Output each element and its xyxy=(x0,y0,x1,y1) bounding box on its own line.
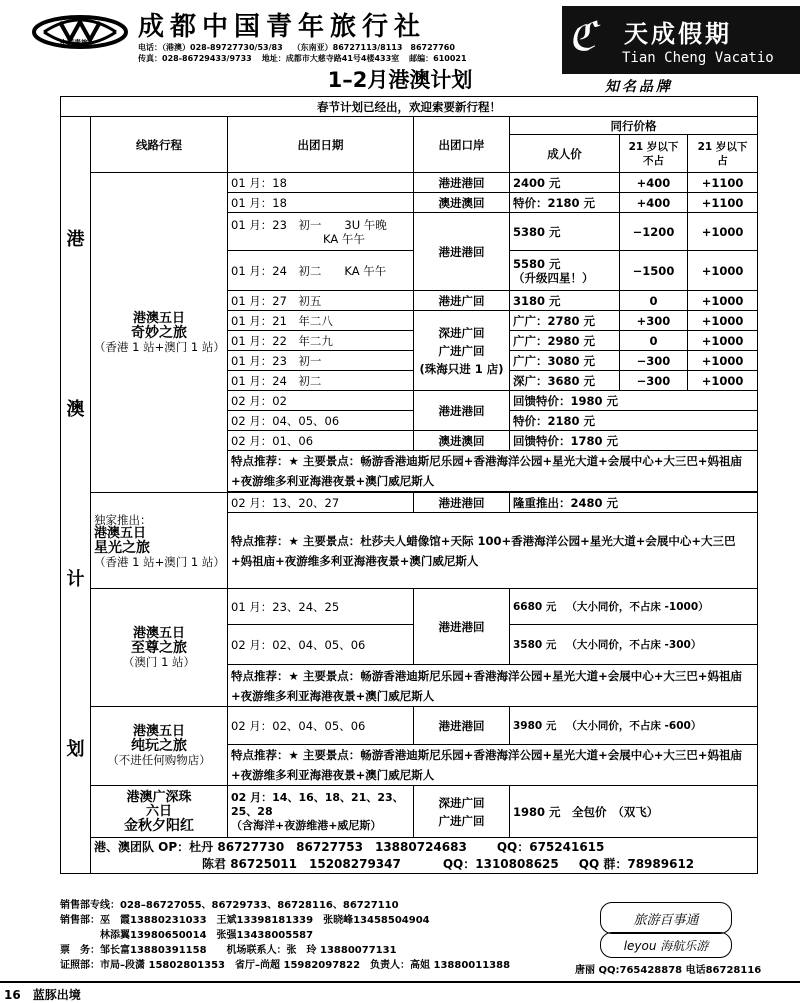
price-note: （大小同价，不占床 -600） xyxy=(566,719,702,732)
op-phones: 86727730 86727753 13880724683 xyxy=(217,839,467,854)
date-cell: 01 月：23 初一 xyxy=(228,351,414,371)
leyou-badge: leyou 海航乐游 xyxy=(600,932,732,958)
child-nobed-cell: −300 xyxy=(620,351,688,371)
date-cell: 01 月：21 年二八 xyxy=(228,311,414,331)
features-cell: 特点推荐：★ 主要景点：畅游香港迪斯尼乐园+香港海洋公园+星光大道+会展中心+大三巴+妈祖庙+夜游维多利亚海港夜景+澳门威尼斯人 xyxy=(228,665,758,707)
brand-tagline: 知名品牌 xyxy=(605,79,673,95)
port-cell: 港进广回 xyxy=(414,291,510,311)
footer-divider xyxy=(0,981,800,983)
brand-cn: 天成假期 xyxy=(624,20,732,48)
baishitong-badge: 旅游百事通 xyxy=(600,902,732,934)
route-title: 奇妙之旅 xyxy=(131,324,187,341)
op-contact xyxy=(91,838,758,874)
contact-fax: 传真：028-86729433/9733 xyxy=(138,54,252,63)
route-cell xyxy=(91,493,228,589)
page-title: 1–2月港澳计划 xyxy=(327,68,473,92)
features-cell: 特点推荐：★ 主要景点：畅游香港迪斯尼乐园+香港海洋公园+星光大道+会展中心+大三巴+妈祖庙+夜游维多利亚海港夜景+澳门威尼斯人 xyxy=(228,451,758,492)
price-cell: 深广：3680 元 xyxy=(510,371,620,391)
price-value: 6680 元 xyxy=(513,600,557,613)
price-value: 3980 元 xyxy=(513,719,557,732)
date-cell: 01 月：23 初一 3U 午晚 KA 午午 xyxy=(228,213,414,251)
port-cell: 深进广回 广进广回 (珠海只进 1 店) xyxy=(414,311,510,391)
child-bed-cell: +1000 xyxy=(688,351,758,371)
child-bed-cell: +1100 xyxy=(688,193,758,213)
date-cell: 01 月：18 xyxy=(228,193,414,213)
sales-hotline: 销售部专线：028–86727055、86729733、86728116、86727110 xyxy=(60,900,399,911)
side-char: 计 xyxy=(66,569,85,590)
route-cell xyxy=(91,589,228,707)
port-cell: 深进广回 广进广回 xyxy=(414,786,510,838)
price-cell: 1980 元 全包价 （双飞） xyxy=(510,786,758,838)
sales-contacts xyxy=(60,898,510,973)
port-cell: 澳进澳回 xyxy=(414,193,510,213)
date-cell: 02 月：01、06 xyxy=(228,431,414,451)
price-cell xyxy=(510,625,758,665)
price-cell: 回馈特价：1780 元 xyxy=(510,431,758,451)
ticketing: 票 务：邹长富13880391158 机场联系人：张 玲 13880077131 xyxy=(60,945,397,956)
page-number: 16 蓝豚出境 xyxy=(4,988,81,1002)
tc-logo-icon: ℭ xyxy=(568,14,597,60)
price-cell: 特价：2180 元 xyxy=(510,193,620,213)
agency-name: 成都中国青年旅行社 xyxy=(138,12,427,42)
route-name: 港澳五日 xyxy=(94,525,147,541)
header-peer-price: 同行价格 xyxy=(510,117,758,135)
extra-contact: 唐丽 QQ:765428878 电话86728116 xyxy=(575,965,762,976)
op-qq: QQ：675241615 xyxy=(496,839,605,854)
child-nobed-cell: +400 xyxy=(620,173,688,193)
route-cell xyxy=(91,707,228,786)
op-qq2: QQ：1310808625 xyxy=(442,856,559,871)
side-label xyxy=(61,117,91,874)
route-title: 至尊之旅 xyxy=(131,639,187,656)
price-cell: 隆重推出：2480 元 xyxy=(510,493,758,513)
price-cell: 广广：3080 元 xyxy=(510,351,620,371)
date-cell: 01 月：22 年二九 xyxy=(228,331,414,351)
op-name2: 陈君 xyxy=(202,856,227,871)
route-note: （澳门 1 站） xyxy=(122,654,196,669)
header-child-bed: 21 岁以下 占 xyxy=(688,135,758,173)
header-date: 出团日期 xyxy=(228,117,414,173)
price-value: 3580 元 xyxy=(513,638,557,651)
contact-phone: 电话：（港澳）028-89727730/53/83 xyxy=(138,43,283,52)
child-nobed-cell: −1500 xyxy=(620,251,688,291)
date-cell: 01 月：24 初二 xyxy=(228,371,414,391)
date-cell: 02 月：02、04、05、06 xyxy=(228,707,414,745)
child-bed-cell: +1000 xyxy=(688,291,758,311)
price-cell: 回馈特价：1980 元 xyxy=(510,391,758,411)
date-cell: 01 月：27 初五 xyxy=(228,291,414,311)
contact-post: 邮编：610021 xyxy=(409,54,467,63)
child-nobed-cell: +300 xyxy=(620,311,688,331)
price-note: （大小同价，不占床 -300） xyxy=(566,638,702,651)
port-cell: 港进港回 xyxy=(414,707,510,745)
price-cell: 5380 元 xyxy=(510,213,620,251)
sales-team-2: 林添翼13980650014 张强13438005587 xyxy=(60,930,314,941)
sales-team: 销售部：巫 霞13880231033 王斌13398181339 张晓峰13458504904 xyxy=(60,915,430,926)
side-char: 澳 xyxy=(66,399,85,420)
date-cell: 02 月：02、04、05、06 xyxy=(228,625,414,665)
price-cell: 5580 元 （升级四星！） xyxy=(510,251,620,291)
child-nobed-cell: 0 xyxy=(620,331,688,351)
child-bed-cell: +1000 xyxy=(688,331,758,351)
header-adult: 成人价 xyxy=(510,135,620,173)
date-cell: 02 月：02 xyxy=(228,391,414,411)
exclusive-label: 独家推出： xyxy=(94,512,152,527)
op-phones2: 86725011 15208279347 xyxy=(230,856,401,871)
child-nobed-cell: 0 xyxy=(620,291,688,311)
itinerary-table xyxy=(60,96,758,874)
port-cell: 港进港回 xyxy=(414,391,510,431)
child-bed-cell: +1000 xyxy=(688,371,758,391)
route-title: 金秋夕阳红 xyxy=(124,817,194,834)
side-char: 港 xyxy=(66,229,85,250)
route-note: （香港 1 站+澳门 1 站） xyxy=(94,339,225,354)
side-char: 划 xyxy=(66,739,85,760)
route-name: 港澳广深珠 xyxy=(126,789,192,805)
port-cell: 港进港回 xyxy=(414,493,510,513)
brand-en: Tian Cheng Vacatio xyxy=(622,50,774,66)
features-cell: 特点推荐：★ 主要景点：畅游香港迪斯尼乐园+香港海洋公园+星光大道+会展中心+大三巴+妈祖庙+夜游维多利亚海港夜景+澳门威尼斯人 xyxy=(228,745,758,786)
date-cell: 02 月：04、05、06 xyxy=(228,411,414,431)
child-bed-cell: +1000 xyxy=(688,311,758,331)
child-nobed-cell: +400 xyxy=(620,193,688,213)
port-cell: 澳进澳回 xyxy=(414,431,510,451)
route-name: 港澳五日 xyxy=(132,724,185,739)
route-note: （香港 1 站+澳门 1 站） xyxy=(94,554,225,569)
notice-banner: 春节计划已经出，欢迎索要新行程！ xyxy=(61,97,758,117)
child-bed-cell: +1000 xyxy=(688,251,758,291)
header-child-nobed: 21 岁以下 不占 xyxy=(620,135,688,173)
child-bed-cell: +1100 xyxy=(688,173,758,193)
price-cell: 2400 元 xyxy=(510,173,620,193)
route-days: 六日 xyxy=(145,803,172,819)
op-qq-group: QQ 群：78989612 xyxy=(578,856,695,871)
child-bed-cell: +1000 xyxy=(688,213,758,251)
route-name: 港澳五日 xyxy=(132,625,185,641)
date-cell: 02 月：13、20、27 xyxy=(228,493,414,513)
price-cell xyxy=(510,589,758,625)
date-cell: 02 月：14、16、18、21、23、25、28 （含海洋+夜游维港+威尼斯） xyxy=(228,786,414,838)
price-cell: 广广：2780 元 xyxy=(510,311,620,331)
agency-contact xyxy=(138,42,477,64)
agency-logo xyxy=(30,12,130,52)
child-nobed-cell: −300 xyxy=(620,371,688,391)
route-cell xyxy=(91,786,228,838)
contact-address: 地址：成都市大慈寺路41号4楼433室 xyxy=(261,54,400,63)
price-cell: 广广：2980 元 xyxy=(510,331,620,351)
header-port: 出团口岸 xyxy=(414,117,510,173)
port-cell: 港进港回 xyxy=(414,589,510,665)
child-nobed-cell: −1200 xyxy=(620,213,688,251)
contact-southeast: （东南亚）86727113/8113 86727760 xyxy=(292,43,455,52)
price-cell xyxy=(510,707,758,745)
features-cell: 特点推荐：★ 主要景点：杜莎夫人蜡像馆+天际 100+香港海洋公园+星光大道+会展中心+大三巴+妈祖庙+夜游维多利亚海港夜景+澳门威尼斯人 xyxy=(228,513,758,589)
date-cell: 01 月：24 初二 KA 午午 xyxy=(228,251,414,291)
port-cell: 港进港回 xyxy=(414,213,510,291)
route-title: 纯玩之旅 xyxy=(131,738,187,754)
header-route: 线路行程 xyxy=(91,117,228,173)
route-title: 星光之旅 xyxy=(94,539,150,556)
price-cell: 特价：2180 元 xyxy=(510,411,758,431)
route-note: （不进任何购物店） xyxy=(107,753,211,767)
logo-caption: 中国青旅 xyxy=(60,39,88,47)
visa-dept: 证照部：市局–段潇 15802801353 省厅–尚超 15982097822 负责人：高姐 13880011388 xyxy=(60,960,511,971)
route-name: 港澳五日 xyxy=(132,310,185,326)
route-cell xyxy=(91,173,228,493)
price-note: （大小同价，不占床 -1000） xyxy=(566,600,709,613)
date-cell: 01 月：18 xyxy=(228,173,414,193)
op-label: 港、澳团队 OP：杜丹 xyxy=(94,839,214,854)
price-cell: 3180 元 xyxy=(510,291,620,311)
port-cell: 港进港回 xyxy=(414,173,510,193)
date-cell: 01 月：23、24、25 xyxy=(228,589,414,625)
